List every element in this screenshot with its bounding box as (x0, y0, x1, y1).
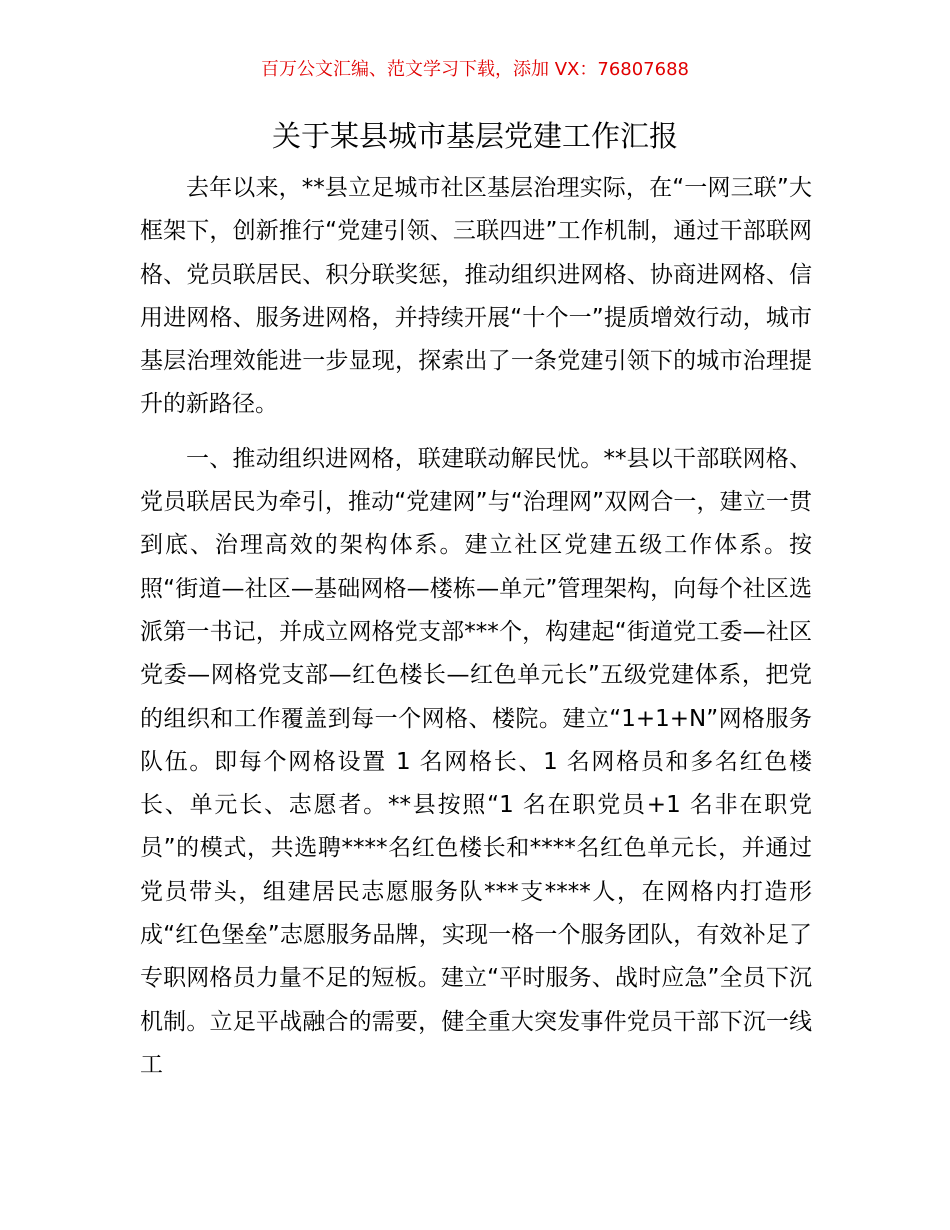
document-body (140, 167, 812, 1087)
paragraph-intro: 去年以来，**县立足城市社区基层治理实际，在“一网三联”大框架下，创新推行“党建引领、三联四进”工作机制，通过干部联网格、党员联居民、积分联奖惩，推动组织进网格、协商进网格、信用进网格、服务进网格，并持续开展“十个一”提质增效行动，城市基层治理效能进一步显现，探索出了一条党建引领下的城市治理提升的新路径。 (140, 175, 812, 418)
document-title: 关于某县城市基层党建工作汇报 (271, 119, 678, 153)
header-note: 百万公文汇编、范文学习下载，添加 VX：76807688 (261, 59, 689, 80)
paragraph-section-one: 一、推动组织进网格，联建联动解民忧。**县以干部联网格、党员联居民为牵引，推动“党建网”与“治理网”双网合一，建立一贯到底、治理高效的架构体系。建立社区党建五级工作体系。按照“街道—社区—基础网格—楼栋—单元”管理架构，向每个社区选派第一书记，并成立网格党支部***个，构建起“街道党工委—社区党委—网格党支部—红色楼长—红色单元长”五级党建体系，把党的组织和工作覆盖到每一个网格、楼院。建立“1+1+N”网格服务队伍。即每个网格设置 1 名网格长、1 名网格员和多名红色楼长、单元长、志愿者。**县按照“1 名在职党员+1 名非在职党员”的模式，共选聘****名红色楼长和****名红色单元长，并通过党员带头，组建居民志愿服务队***支****人，在网格内打造形成“红色堡垒”志愿服务品牌，实现一格一个服务团队，有效补足了专职网格员力量不足的短板。建立“平时服务、战时应急”全员下沉机制。立足平战融合的需要，健全重大突发事件党员干部下沉一线工 (140, 445, 812, 1078)
